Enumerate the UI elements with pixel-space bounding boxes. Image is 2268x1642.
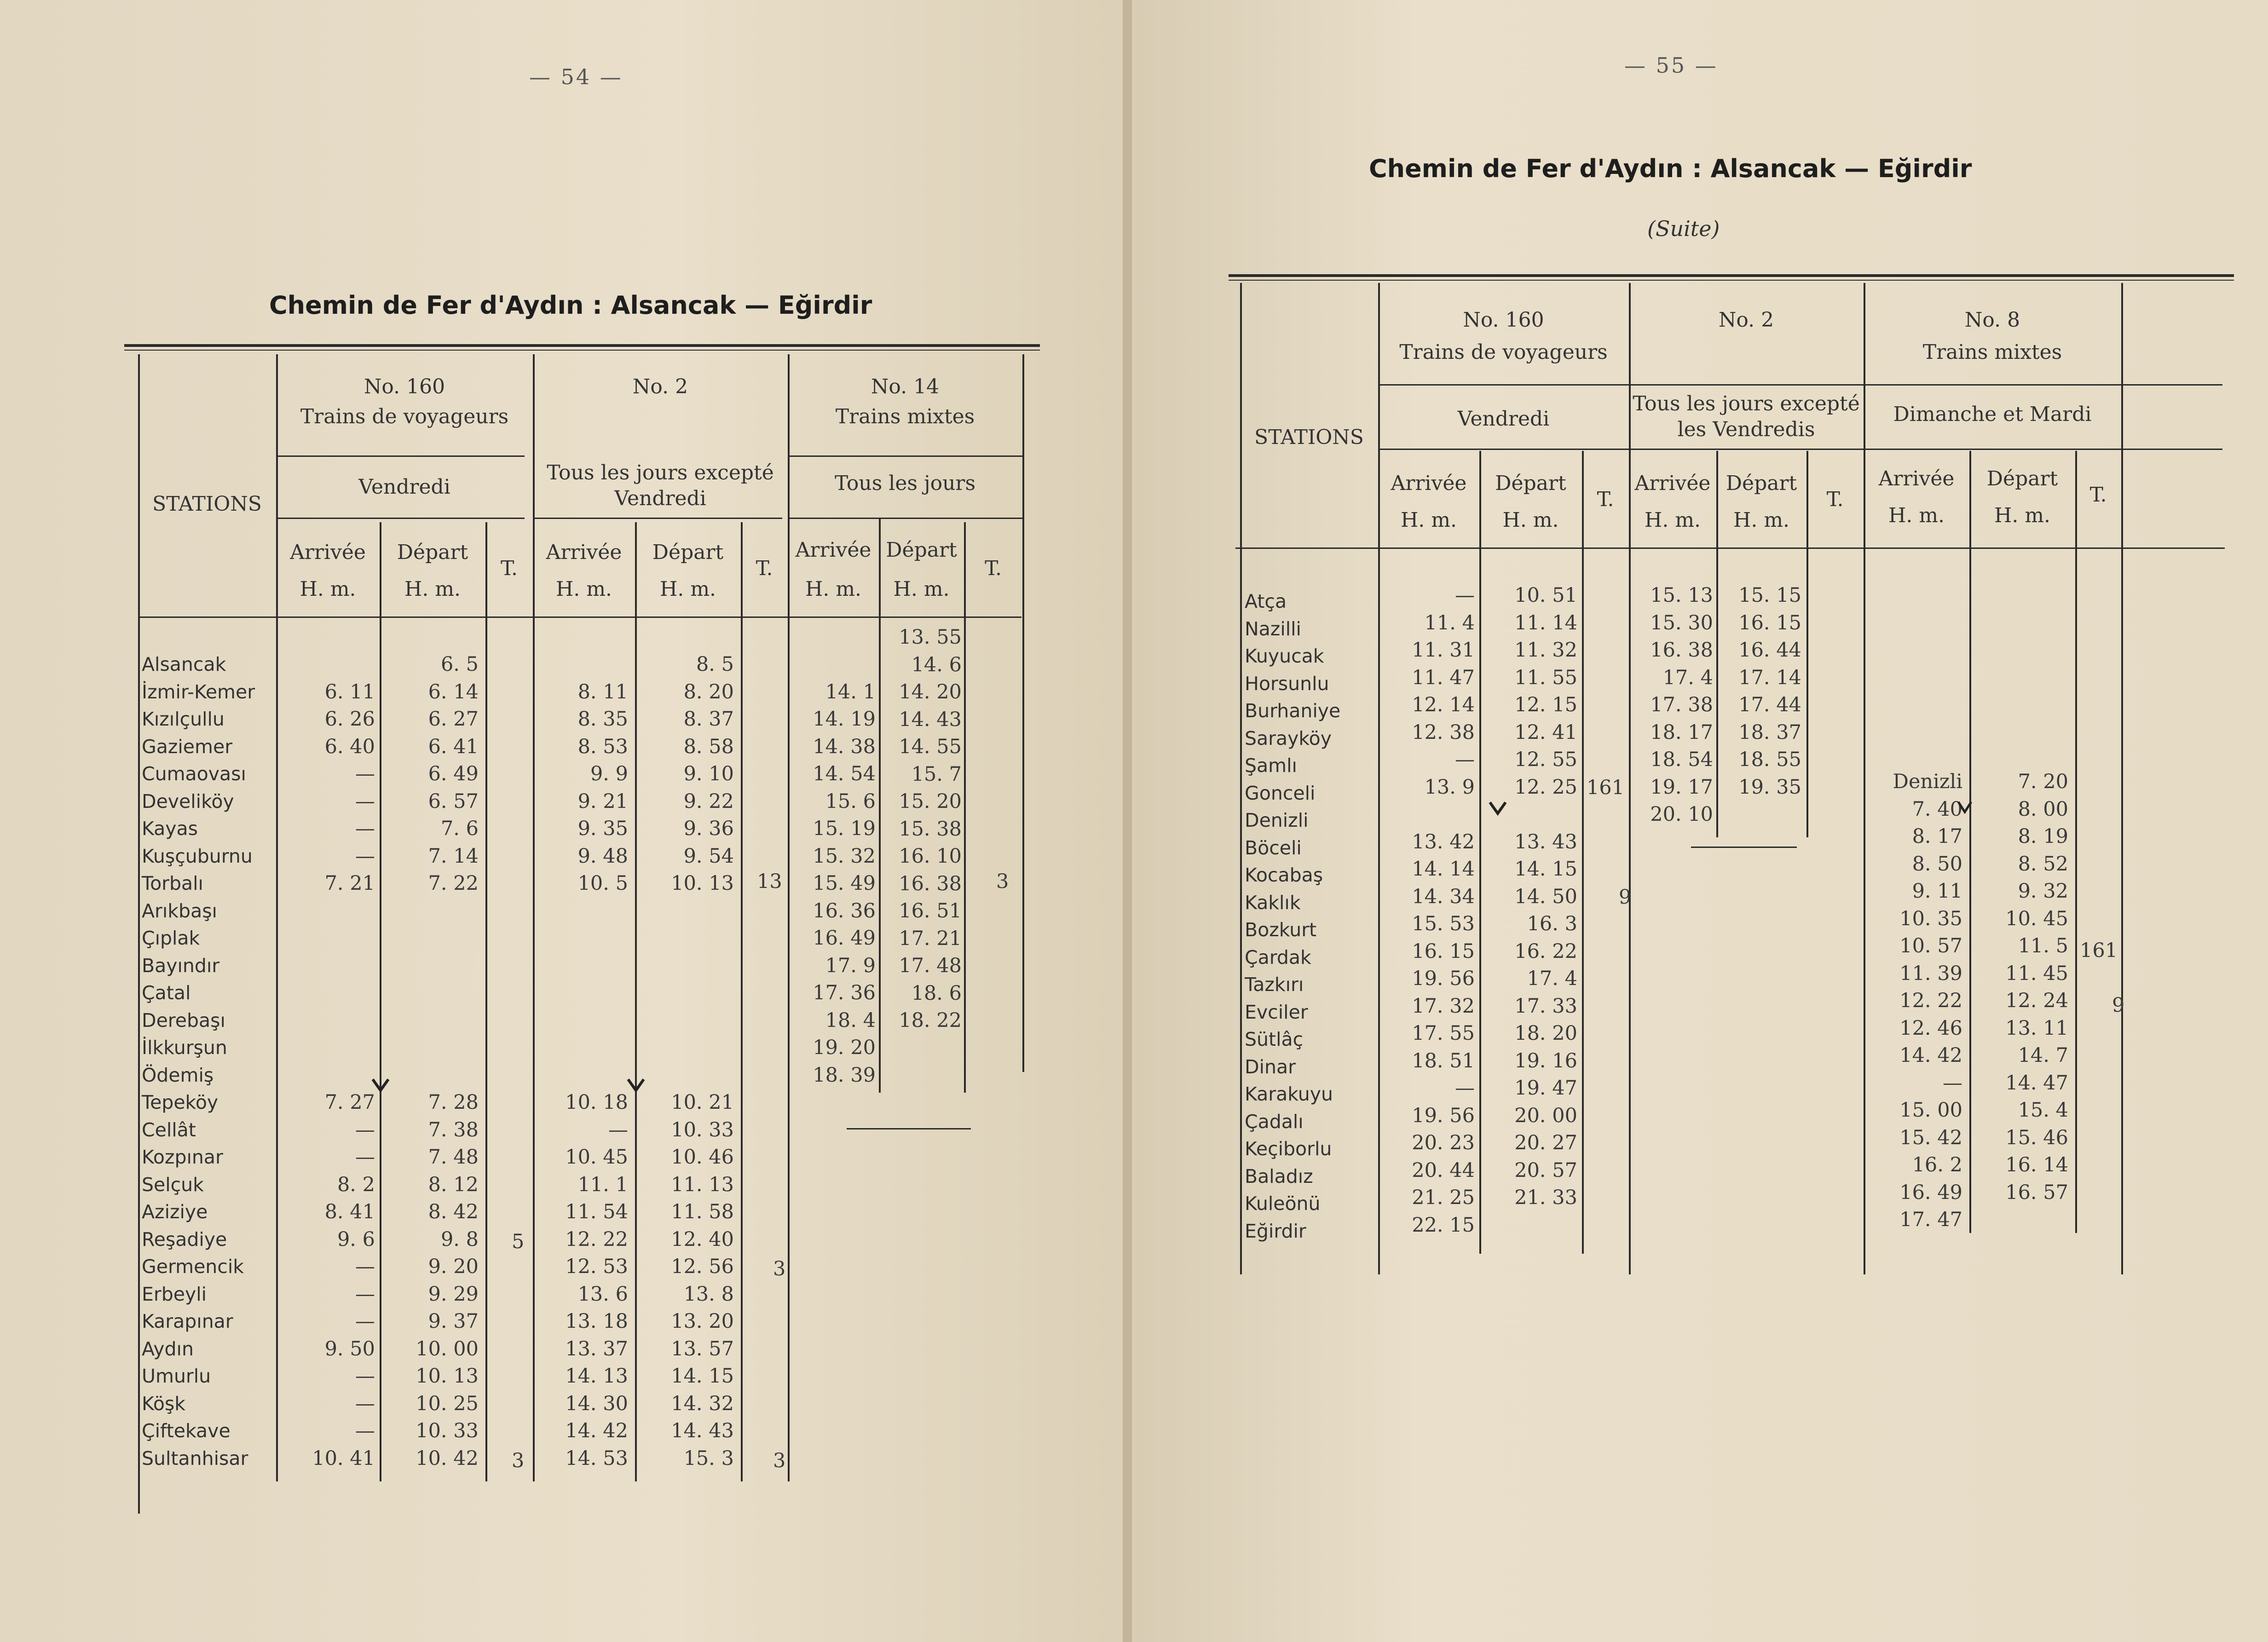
arrivee-header: Arrivée — [795, 538, 871, 562]
depart-header: Départ — [886, 538, 957, 562]
train-160-departures: 10. 51 11. 14 11. 32 11. 55 12. 15 12. 41 12. 55 12. 25 13. 43 14. 15 14. 50 16. 3 16. 22 17. 4 17. 33 18. 20 19. 16 19. 47 20. 00 20. 27 20. 57 21. 33 — [1514, 584, 1577, 1209]
stations-list: Alsancak İzmir-Kemer Kızılçullu Gaziemer Cumaovası Develiköy Kayas Kuşçuburnu Torbalı Arıkbaşı Çıplak Bayındır Çatal Derebaşı İlkkurşun Ödemiş Tepeköy Cellât Kozpınar Selçuk Aziziye Reşadiye Germencik Erbeyli Karapınar Aydın Umurlu Köşk Çiftekave Sultanhisar — [142, 653, 255, 1469]
stations-header: STATIONS — [152, 492, 262, 516]
rule — [741, 522, 743, 1481]
train-14-departures: 13. 55 14. 6 14. 20 14. 43 14. 55 15. 7 15. 20 15. 38 16. 10 16. 38 16. 51 17. 21 17. 48 18. 6 18. 22 — [899, 626, 962, 1032]
train-160-t-value: 9 — [1619, 886, 1632, 909]
depart-header: Départ — [1986, 467, 2058, 490]
train-160-arrivals: — 11. 4 11. 31 11. 47 12. 14 12. 38 — 13. 9 13. 42 14. 14 14. 34 15. 53 16. 15 19. 56 17. 32 17. 55 18. 51 — 19. 56 20. 23 20. 44 21. 25 22. 15 — [1412, 584, 1475, 1237]
book-gutter — [1123, 0, 1132, 1642]
rule — [788, 354, 790, 1481]
rule — [1969, 451, 1971, 1233]
rule — [2121, 283, 2123, 1274]
train-2-days: Tous les jours excepté les Vendredis — [1633, 392, 1860, 441]
train-2-departures: 8. 5 8. 20 8. 37 8. 58 9. 10 9. 22 9. 36 9. 54 10. 13 10. 21 10. 33 10. 46 11. 13 11. 58 12. 40 12. 56 13. 8 13. 20 13. 57 14. 15 14. 32 14. 43 15. 3 — [671, 653, 734, 1470]
hm-header: H. m. — [1994, 504, 2051, 527]
stations-list: Atça Nazilli Kuyucak Horsunlu Burhaniye Sarayköy Şamlı Gonceli Denizli Böceli Kocabaş Kaklık Bozkurt Çardak Tazkırı Evciler Sütlâç Dinar Karakuyu Çadalı Keçiborlu Baladız Kuleönü Eğirdir — [1245, 590, 1341, 1242]
depart-header: Départ — [1495, 472, 1566, 495]
train-160-number: No. 160 — [364, 375, 445, 398]
train-2-departures: 15. 15 16. 15 16. 44 17. 14 17. 44 18. 37 18. 55 19. 35 — [1738, 584, 1801, 799]
train-160-type: Trains de voyageurs — [300, 405, 509, 428]
stations-header: STATIONS — [1254, 426, 1364, 449]
train-8-days: Dimanche et Mardi — [1893, 403, 2092, 426]
train-2-t-value: 3 — [773, 1257, 786, 1280]
train-160-number: No. 160 — [1463, 308, 1544, 332]
rule — [789, 518, 1024, 519]
depart-header: Départ — [652, 541, 724, 564]
hm-header: H. m. — [555, 577, 612, 601]
train-2-t-value: 13 — [757, 870, 782, 893]
hm-header: H. m. — [893, 577, 950, 601]
passthrough-chevron-icon — [369, 1076, 392, 1094]
depart-header: Départ — [1726, 472, 1797, 495]
train-14-days: Tous les jours — [834, 472, 976, 495]
train-160-days: Vendredi — [1457, 407, 1550, 431]
train-8-departures: 7. 20 8. 00 8. 19 8. 52 9. 32 10. 45 11. 5 11. 45 12. 24 13. 11 14. 7 14. 47 15. 4 15. 46 16. 14 16. 57 — [2005, 770, 2068, 1204]
train-2-arrivals: 15. 13 15. 30 16. 38 17. 4 17. 38 18. 17 18. 54 19. 17 20. 10 — [1650, 584, 1713, 826]
rule — [1378, 449, 2222, 450]
rule — [1022, 354, 1024, 1072]
train-2-number: No. 2 — [632, 375, 688, 398]
rule — [789, 455, 1024, 457]
table-top-rule-2 — [124, 350, 1040, 351]
hm-header: H. m. — [1888, 504, 1945, 527]
arrivee-header: Arrivée — [290, 541, 366, 564]
rule — [138, 616, 1021, 618]
hm-header: H. m. — [300, 577, 356, 601]
rule — [635, 522, 637, 1481]
train-14-type: Trains mixtes — [835, 405, 975, 428]
hm-header: H. m. — [805, 577, 862, 601]
arrivee-header: Arrivée — [546, 541, 622, 564]
rule — [276, 455, 525, 457]
page-number: — 55 — — [1624, 53, 1718, 78]
hm-header: H. m. — [1400, 508, 1457, 532]
rule — [533, 354, 535, 1481]
rule — [1691, 847, 1797, 848]
page-number: — 54 — — [529, 64, 623, 89]
train-160-arrivals: 6. 11 6. 26 6. 40 — — — — 7. 21 7. 27 — — 8. 2 8. 41 9. 6 — — — 9. 50 — — — 10. 41 — [312, 680, 375, 1470]
train-8-number: No. 8 — [1964, 308, 2020, 332]
train-8-type: Trains mixtes — [1922, 340, 2062, 364]
rule — [485, 522, 487, 1481]
train-160-t-value: 161 — [1587, 776, 1625, 799]
passthrough-chevron-icon — [1956, 799, 1974, 815]
t-header: T. — [756, 557, 773, 580]
t-header: T. — [2089, 483, 2107, 507]
arrivee-header: Arrivée — [1391, 472, 1467, 495]
rule — [964, 522, 966, 1093]
train-2-t-value: 3 — [773, 1449, 786, 1472]
arrivee-header: Arrivée — [1634, 472, 1711, 495]
train-8-t-value: 9 — [2112, 994, 2125, 1017]
hm-header: H. m. — [404, 577, 461, 601]
t-header: T. — [1597, 488, 1614, 511]
train-8-arrivals: Denizli 7. 40 8. 17 8. 50 9. 11 10. 35 10. 57 11. 39 12. 22 12. 46 14. 42 — 15. 00 15. 42 16. 2 16. 49 17. 47 — [1893, 770, 1962, 1231]
arrivee-header: Arrivée — [1878, 467, 1955, 490]
right-page — [1132, 0, 2268, 1642]
rule — [138, 354, 140, 1514]
hm-header: H. m. — [659, 577, 716, 601]
hm-header: H. m. — [1644, 508, 1701, 532]
hm-header: H. m. — [1502, 508, 1559, 532]
rule — [1378, 384, 2222, 386]
rule — [534, 518, 782, 519]
rule — [276, 354, 278, 1481]
rule — [276, 518, 525, 519]
depart-header: Départ — [397, 541, 468, 564]
t-header: T. — [985, 557, 1002, 580]
train-160-type: Trains de voyageurs — [1399, 340, 1608, 364]
t-header: T. — [501, 557, 518, 580]
table-top-rule-2 — [1229, 280, 2234, 281]
rule — [879, 518, 881, 1093]
table-top-rule — [124, 344, 1040, 347]
left-page — [0, 0, 1123, 1642]
passthrough-chevron-icon — [1486, 799, 1509, 817]
train-14-arrivals: 14. 1 14. 19 14. 38 14. 54 15. 6 15. 19 15. 32 15. 49 16. 36 16. 49 17. 9 17. 36 18. 4 19. 20 18. 39 — [813, 680, 876, 1087]
train-160-departures: 6. 5 6. 14 6. 27 6. 41 6. 49 6. 57 7. 6 7. 14 7. 22 7. 28 7. 38 7. 48 8. 12 8. 42 9. 8 9. 20 9. 29 9. 37 10. 00 10. 13 10. 25 10. 33 10. 42 — [416, 653, 479, 1470]
t-header: T. — [1826, 488, 1844, 511]
rule — [2075, 451, 2077, 1233]
timetable-title: Chemin de Fer d'Aydın : Alsancak — Eğirdir — [269, 291, 872, 320]
timetable-title: Chemin de Fer d'Aydın : Alsancak — Eğirdir — [1369, 154, 1972, 183]
rule — [380, 522, 381, 1481]
table-top-rule — [1229, 274, 2234, 277]
rule — [1582, 451, 1584, 1254]
train-14-number: No. 14 — [871, 375, 940, 398]
train-2-number: No. 2 — [1718, 308, 1774, 332]
train-8-t-value: 161 — [2080, 939, 2118, 962]
hm-header: H. m. — [1733, 508, 1790, 532]
train-14-t-value: 3 — [996, 870, 1009, 893]
timetable-subtitle: (Suite) — [1647, 216, 1720, 241]
rule — [1864, 283, 1865, 1274]
train-160-t-value: 3 — [512, 1449, 525, 1472]
passthrough-chevron-icon — [624, 1076, 647, 1094]
train-160-t-value: 5 — [512, 1230, 525, 1253]
train-160-days: Vendredi — [358, 475, 450, 499]
rule — [1479, 451, 1481, 1254]
rule — [847, 1128, 971, 1129]
train-2-days: Tous les jours excepté Vendredi — [547, 461, 774, 510]
train-2-arrivals: 8. 11 8. 35 8. 53 9. 9 9. 21 9. 35 9. 48 10. 5 10. 18 — 10. 45 11. 1 11. 54 12. 22 12. 53 13. 6 13. 18 13. 37 14. 13 14. 30 14. 42 14. 53 — [565, 680, 628, 1470]
